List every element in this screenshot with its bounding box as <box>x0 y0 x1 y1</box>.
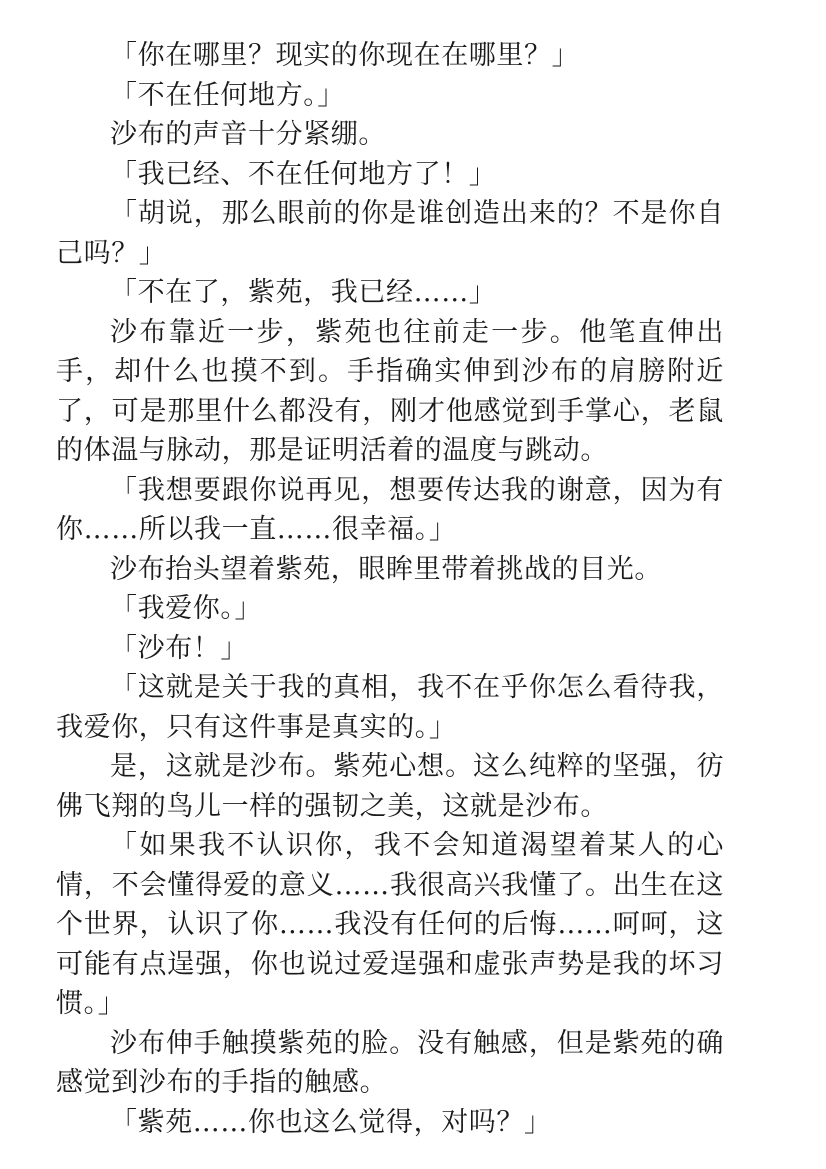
paragraph: 「我想要跟你说再见，想要传达我的谢意，因为有你……所以我一直……很幸福。」 <box>56 474 724 545</box>
paragraph: 沙布伸手触摸紫苑的脸。没有触感，但是紫苑的确感觉到沙布的手指的触感。 <box>56 1027 724 1098</box>
paragraph: 「沙布！」 <box>110 632 248 664</box>
paragraph: 「这就是关于我的真相，我不在乎你怎么看待我，我爱你，只有这件事是真实的。」 <box>56 672 724 743</box>
paragraph: 沙布抬头望着紫苑，眼眸里带着挑战的目光。 <box>110 553 662 585</box>
paragraph: 「我已经、不在任何地方了！」 <box>110 158 497 190</box>
paragraph: 「不在任何地方。」 <box>110 79 345 111</box>
paragraph: 「如果我不认识你，我不会知道渴望着某人的心情，不会懂得爱的意义……我很高兴我懂了。出生在这个世界，认识了你……我没有任何的后悔……呵呵，这可能有点逞强，你也说过爱逞强和虚张声势是我的坏习惯。」 <box>56 830 724 1019</box>
paragraph: 「我爱你。」 <box>110 593 263 624</box>
document-page <box>56 36 724 1142</box>
paragraph: 「你在哪里？现实的你现在在哪里？」 <box>110 40 580 71</box>
paragraph: 「紫苑……你也这么觉得，对吗？」 <box>110 1106 552 1138</box>
paragraph: 沙布靠近一步，紫苑也往前走一步。他笔直伸出手，却什么也摸不到。手指确实伸到沙布的肩膀附近了，可是那里什么都没有，刚才他感觉到手掌心，老鼠的体温与脉动，那是证明活着的温度与跳动。 <box>56 316 724 466</box>
paragraph: 「胡说，那么眼前的你是谁创造出来的？不是你自己吗？」 <box>56 198 724 269</box>
paragraph: 「不在了，紫苑，我已经……」 <box>110 277 497 308</box>
paragraph: 沙布的声音十分紧绷。 <box>110 119 386 150</box>
paragraph: 是，这就是沙布。紫苑心想。这么纯粹的坚强，彷佛飞翔的鸟儿一样的强韧之美，这就是沙布。 <box>56 751 724 822</box>
